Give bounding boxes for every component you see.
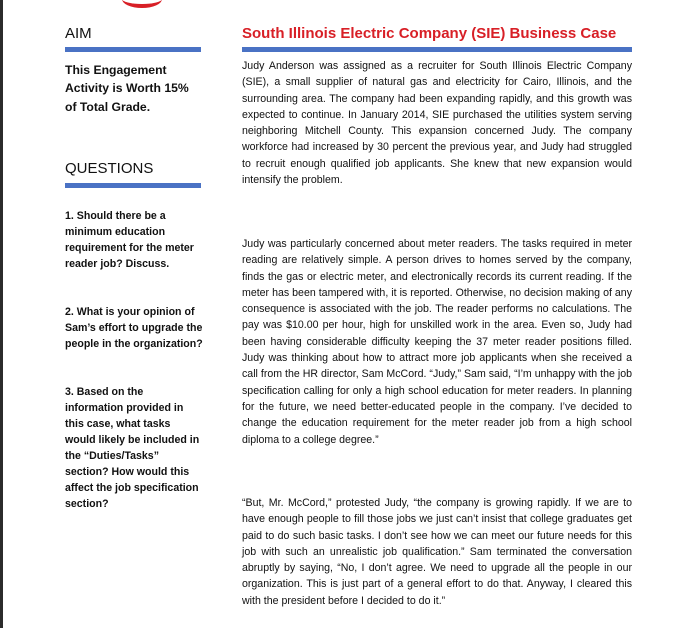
page-left-edge [0, 0, 3, 628]
question-2: 2. What is your opinion of Sam’s effort to upgrade the people in the organization? [65, 306, 203, 350]
aim-heading: AIM [65, 25, 92, 42]
red-arc-decoration [122, 0, 162, 8]
question-1: 1. Should there be a minimum education requirement for the meter reader job? Discuss. [65, 210, 194, 270]
case-paragraph-1: Judy Anderson was assigned as a recruiter for South Illinois Electric Company (SIE), a small supplier of natural gas and electricity for Cairo, Illinois, and the surrounding area. The company had been expanding rapidly, and this growth was expected to continue. In January 2014, SIE purchased the utilities system serving neighboring Mitchell County. This expansion concerned Judy. The company workforce had increased by 30 percent the previous year, and Judy had struggled to recruit enough qualified job applicants. She knew that new expansion would intensify the problem. [242, 60, 632, 187]
questions-heading: QUESTIONS [65, 160, 154, 177]
aim-divider [65, 47, 201, 52]
case-paragraph-2: Judy was particularly concerned about meter readers. The tasks required in meter reading are relatively simple. A person drives to homes served by the company, finds the gas or electric meter, and electronically records its current reading. If the meter has been tampered with, it is reported. Otherwise, no decision making of any consequence is associated with the job. The reader performs no calculations. The pay was $10.00 per hour, high for unskilled work in the area. Even so, Judy had been having considerable difficulty keeping the 37 meter reader positions filled. Judy was thinking about how to attract more job applicants when she received a call from the HR director, Sam McCord. “Judy,” Sam said, “I’m unhappy with the job specification calling for only a high school education for meter readers. In planning for the future, we need better-educated people in the company. I’ve decided to change the education requirement for the meter reader job from a high school diploma to a college degree.” [242, 238, 632, 446]
question-3: 3. Based on the information provided in this case, what tasks would likely be included in the “Duties/Tasks” section? How would this affect the job specification section? [65, 386, 200, 510]
grade-note: This Engagement Activity is Worth 15% of Total Grade. [65, 63, 189, 114]
case-title: South Illinois Electric Company (SIE) Business Case [242, 25, 617, 42]
questions-divider [65, 183, 201, 188]
case-paragraph-3: “But, Mr. McCord,” protested Judy, “the company is growing rapidly. If we are to have enough people to fill those jobs we just can’t insist that college graduates get paid to do such basic tasks. I don’t see how we can meet our future needs for this job with such an unrealistic job qualification.” Sam terminated the conversation abruptly by saying, “No, I don’t agree. We need to upgrade all the people in our organization. This is just part of a general effort to do that. Anyway, I cleared this with the president before I decided to do it.” [242, 497, 632, 607]
case-title-divider [242, 47, 632, 52]
